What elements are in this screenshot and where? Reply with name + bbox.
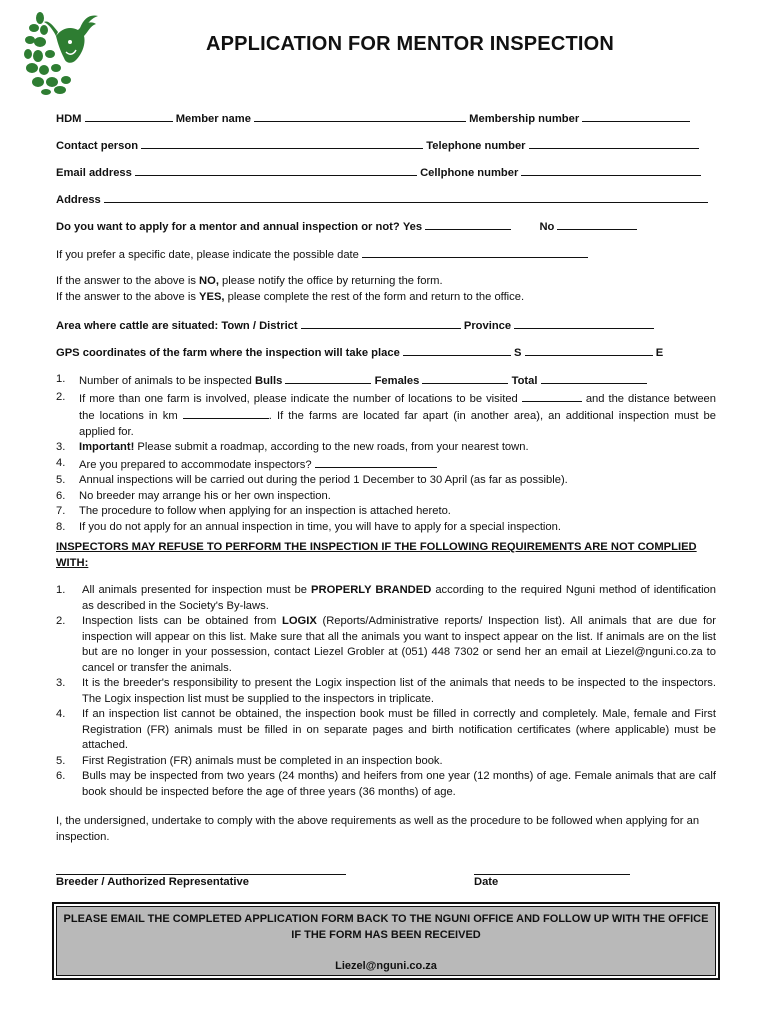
list-item: 1. All animals presented for inspection must be PROPERLY BRANDED according to the required Nguni method of identification as described in the Society's By-laws. — [56, 584, 717, 612]
list-item: 5. Annual inspections will be carried out during the period 1 December to 30 April (as far as possible). — [56, 474, 568, 486]
list-item: 6. No breeder may arrange his or her own inspection. — [56, 489, 331, 502]
address-field[interactable] — [104, 191, 708, 203]
list-item: 5. First Registration (FR) animals must be completed in an inspection book. — [56, 754, 443, 767]
area-row — [56, 317, 714, 335]
females-field[interactable] — [422, 372, 508, 384]
breeder-label: Breeder / Authorized Representative — [56, 876, 249, 888]
no-label: No — [539, 221, 555, 233]
membership-number-label: Membership number — [469, 113, 580, 125]
province-label: Province — [463, 320, 512, 332]
member-info-row — [56, 110, 714, 128]
specific-date-field[interactable] — [362, 246, 588, 258]
total-field[interactable] — [541, 372, 647, 384]
gps-s-label: S — [514, 347, 522, 359]
list-item: 6. Bulls may be inspected from two years (24 months) and heifers from one year (12 months) of age. Female animals that are calf book should be inspected before the age of three years (36 months) of age. — [56, 770, 716, 798]
answer-yes-note: If the answer to the above is YES, please complete the rest of the form and return to the office. — [56, 291, 525, 303]
address-row — [56, 191, 714, 209]
contact-person-label: Contact person — [56, 140, 139, 152]
date-signature-line[interactable] — [474, 864, 630, 875]
area-label: Area where cattle are situated: Town / District — [56, 320, 298, 332]
gps-label: GPS coordinates of the farm where the inspection will take place — [56, 347, 400, 359]
requirements-list — [56, 583, 716, 800]
specific-date-label: If you prefer a specific date, please indicate the possible date — [56, 249, 359, 261]
cellphone-number-field[interactable] — [521, 164, 701, 176]
list-item: 3. It is the breeder's responsibility to present the Logix inspection list of the animals that needs to be inspected to the inspectors. The Logix inspection list must be supplied to the inspectors in triplicate. — [56, 677, 716, 705]
list-item: 2. If more than one farm is involved, please indicate the number of locations to be visited and the distance between the locations in km . If the farms are located far apart (in another area), an additional inspection must be applied for. — [56, 390, 717, 438]
list-item: 4. Are you prepared to accommodate inspectors? — [56, 456, 716, 474]
inspection-info-list — [56, 372, 716, 535]
telephone-number-label: Telephone number — [426, 140, 526, 152]
list-item: 3. Important! Please submit a roadmap, according to the new roads, from your nearest town. — [56, 441, 529, 453]
hdm-label: HDM — [56, 113, 82, 125]
distance-field[interactable] — [183, 407, 269, 419]
membership-number-field[interactable] — [582, 110, 690, 122]
telephone-number-field[interactable] — [529, 137, 699, 149]
list-item: 1. Number of animals to be inspected Bulls Females Total — [56, 372, 716, 390]
cellphone-number-label: Cellphone number — [420, 167, 519, 179]
member-name-field[interactable] — [254, 110, 466, 122]
undertaking-text: I, the undersigned, undertake to comply with the above requirements as well as the procedure to be followed when applying for an inspection. — [56, 815, 700, 843]
town-district-field[interactable] — [301, 317, 461, 329]
email-address-field[interactable] — [135, 164, 417, 176]
answer-no-note: If the answer to the above is NO, please notify the office by returning the form. — [56, 275, 443, 287]
accommodate-field[interactable] — [315, 456, 437, 468]
member-name-label: Member name — [175, 113, 251, 125]
list-item: 8. If you do not apply for an annual inspection in time, you will have to apply for a special inspection. — [56, 520, 561, 533]
yes-field[interactable] — [425, 218, 511, 230]
bulls-field[interactable] — [285, 372, 371, 384]
requirements-warning: INSPECTORS MAY REFUSE TO PERFORM THE INSPECTION IF THE FOLLOWING REQUIREMENTS ARE NOT COMPLIED WITH: — [56, 541, 697, 569]
list-item: 4. If an inspection list cannot be obtained, the inspection book must be filled in correctly and completely. Male, female and First Registration (FR) animals must be filled in on separate pages and birth notification certificates (where applicable) must be attached. — [56, 708, 716, 751]
contact-row — [56, 137, 714, 155]
nguni-logo — [18, 10, 100, 96]
email-address-label: Email address — [56, 167, 132, 179]
gps-row — [56, 344, 714, 362]
apply-row — [56, 218, 714, 236]
email-row — [56, 164, 714, 182]
gps-field[interactable] — [403, 344, 511, 356]
breeder-signature-line[interactable] — [56, 864, 346, 875]
gps-s-field[interactable] — [525, 344, 653, 356]
page-title: APPLICATION FOR MENTOR INSPECTION — [205, 33, 615, 55]
contact-person-field[interactable] — [141, 137, 423, 149]
address-label: Address — [56, 194, 101, 206]
office-email-link[interactable]: Liezel@nguni.co.za — [335, 960, 437, 972]
date-label: Date — [474, 876, 499, 888]
no-field[interactable] — [557, 218, 637, 230]
email-instruction-box — [52, 902, 720, 980]
list-item: 2. Inspection lists can be obtained from LOGIX (Reports/Administrative reports/ Inspection list). All animals that are due for inspection will appear on this list. Make sure that all the animals you want to inspect appear on the list. If animals are on the list but are no longer in your possession, contact Liezel Grobler at (051) 448 7302 or send her an email at Liezel@nguni.co.za to cancel or transfer the animals. — [56, 615, 716, 674]
province-field[interactable] — [514, 317, 654, 329]
locations-field[interactable] — [522, 390, 582, 402]
apply-question: Do you want to apply for a mentor and annual inspection or not? — [56, 221, 400, 233]
hdm-field[interactable] — [85, 110, 173, 122]
specific-date-row — [56, 246, 714, 264]
list-item: 7. The procedure to follow when applying for an inspection is attached hereto. — [56, 505, 451, 517]
gps-e-label: E — [655, 347, 664, 359]
yes-label: Yes — [402, 221, 423, 233]
email-instruction-text: PLEASE EMAIL THE COMPLETED APPLICATION FORM BACK TO THE NGUNI OFFICE AND FOLLOW UP WITH THE OFFICE IF THE FORM HAS BEEN RECEIVED — [63, 913, 709, 941]
